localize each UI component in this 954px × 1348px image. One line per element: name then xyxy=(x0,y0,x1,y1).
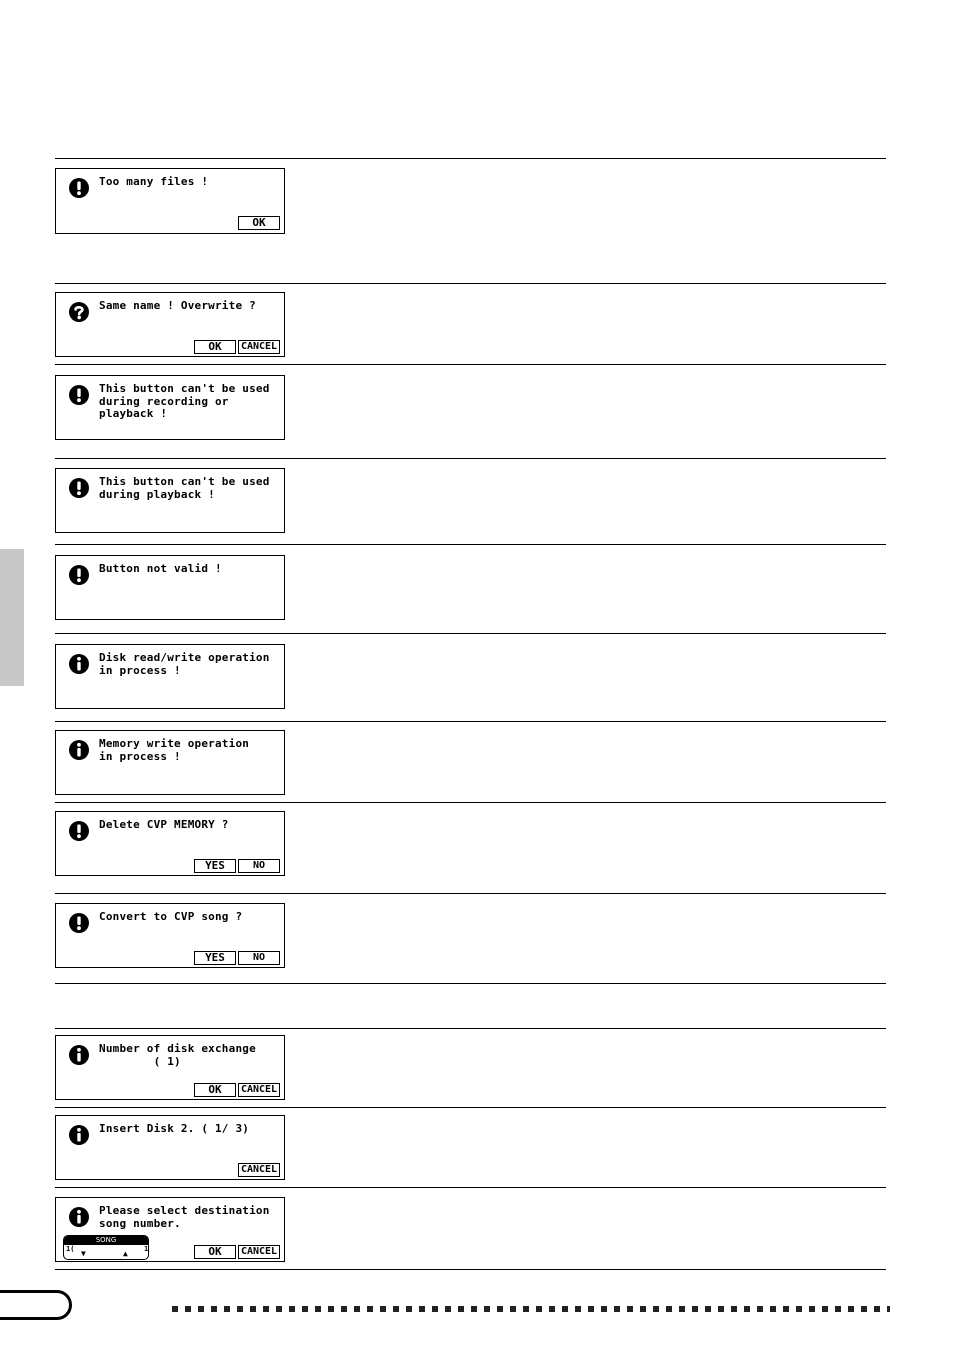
ok-button[interactable]: OK xyxy=(194,1083,236,1097)
section-divider xyxy=(55,633,886,634)
dialog-message: This button can't be used during playback ! xyxy=(99,475,270,501)
info-icon xyxy=(69,1045,89,1065)
dialog-too-many-files xyxy=(55,168,285,234)
dotted-footer-rule xyxy=(172,1306,890,1312)
dialog-message: Number of disk exchange ( 1) xyxy=(99,1042,256,1068)
dialog-same-name-overwrite xyxy=(55,292,285,357)
section-divider xyxy=(55,983,886,984)
dialog-message: Memory write operation in process ! xyxy=(99,737,250,763)
exclamation-icon xyxy=(69,385,89,405)
info-icon xyxy=(69,1207,89,1227)
exclamation-icon xyxy=(69,178,89,198)
info-icon xyxy=(69,740,89,760)
song-number-value: 1( xyxy=(66,1245,75,1253)
triangle-up-icon[interactable]: ▲ xyxy=(123,1249,128,1258)
dialog-message: Disk read/write operation in process ! xyxy=(99,651,270,677)
dialog-disk-exchange xyxy=(55,1035,285,1100)
ok-button[interactable]: OK xyxy=(238,216,280,230)
section-divider xyxy=(55,1028,886,1029)
no-button[interactable]: NO xyxy=(238,951,280,965)
no-button[interactable]: NO xyxy=(238,859,280,873)
dialog-button-not-usable-playback xyxy=(55,468,285,533)
section-divider xyxy=(55,458,886,459)
exclamation-icon xyxy=(69,913,89,933)
dialog-message: This button can't be used during recording or playback ! xyxy=(99,382,270,420)
song-range-end: 1 xyxy=(144,1245,149,1253)
section-divider xyxy=(55,158,886,159)
ok-button[interactable]: OK xyxy=(194,340,236,354)
dialog-message: Insert Disk 2. ( 1/ 3) xyxy=(99,1122,250,1135)
yes-button[interactable]: YES xyxy=(194,951,236,965)
exclamation-icon xyxy=(69,821,89,841)
yes-button[interactable]: YES xyxy=(194,859,236,873)
dialog-message: Convert to CVP song ? xyxy=(99,910,243,923)
dialog-message: Please select destination song number. xyxy=(99,1204,270,1230)
song-number-selector[interactable] xyxy=(63,1235,149,1260)
section-divider xyxy=(55,1269,886,1270)
exclamation-icon xyxy=(69,565,89,585)
dialog-delete-memory xyxy=(55,811,285,876)
section-divider xyxy=(55,1107,886,1108)
section-divider xyxy=(55,364,886,365)
dialog-message: Delete CVP MEMORY ? xyxy=(99,818,229,831)
section-divider xyxy=(55,1187,886,1188)
song-selector-label: SONG xyxy=(64,1236,148,1245)
exclamation-icon xyxy=(69,478,89,498)
cancel-button[interactable]: CANCEL xyxy=(238,1083,280,1097)
cancel-button[interactable]: CANCEL xyxy=(238,1163,280,1177)
info-icon xyxy=(69,654,89,674)
dialog-message: Too many files ! xyxy=(99,175,209,188)
dialog-message: Same name ! Overwrite ? xyxy=(99,299,256,312)
dialog-button-not-valid xyxy=(55,555,285,620)
section-divider xyxy=(55,544,886,545)
section-divider xyxy=(55,283,886,284)
chapter-tab xyxy=(0,549,24,686)
question-icon xyxy=(69,302,89,322)
section-divider xyxy=(55,802,886,803)
section-divider xyxy=(55,893,886,894)
dialog-button-not-usable-recording xyxy=(55,375,285,440)
section-divider xyxy=(55,721,886,722)
page-number-tab xyxy=(0,1290,72,1320)
triangle-down-icon[interactable]: ▼ xyxy=(81,1249,86,1258)
dialog-disk-operation xyxy=(55,644,285,709)
cancel-button[interactable]: CANCEL xyxy=(238,1245,280,1259)
info-icon xyxy=(69,1125,89,1145)
dialog-memory-write xyxy=(55,730,285,795)
dialog-message: Button not valid ! xyxy=(99,562,222,575)
cancel-button[interactable]: CANCEL xyxy=(238,340,280,354)
dialog-select-destination xyxy=(55,1197,285,1262)
dialog-insert-disk xyxy=(55,1115,285,1180)
ok-button[interactable]: OK xyxy=(194,1245,236,1259)
dialog-convert-song xyxy=(55,903,285,968)
